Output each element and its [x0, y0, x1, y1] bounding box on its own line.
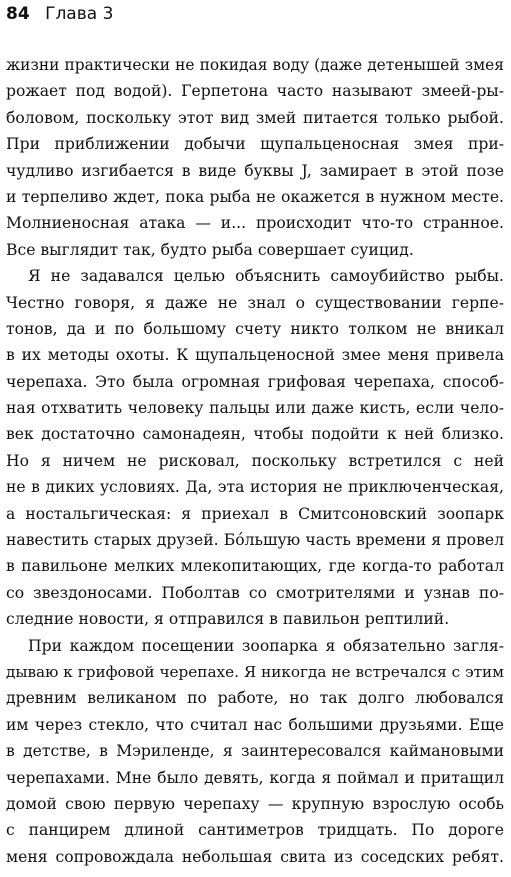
text-line: боловом, поскольку этот вид змей питается только рыбой.	[6, 108, 504, 127]
text-line: им через стекло, что считал нас большими друзьями. Еще	[6, 715, 504, 734]
text-line: черепахами. Мне было девять, когда я поймал и притащил	[6, 768, 504, 787]
text-line: Я не задавался целью объяснить самоубийство рыбы.	[28, 267, 504, 286]
page-number: 84	[6, 4, 30, 24]
text-line: в детстве, в Мэриленде, я заинтересовался каймановыми	[6, 742, 504, 761]
body-text	[6, 52, 504, 870]
text-line: жизни практически не покидая воду (даже детенышей змея	[6, 56, 504, 74]
text-line: При приближении добычи щупальценосная змея при-	[6, 135, 504, 154]
chapter-title: Глава 3	[45, 4, 114, 24]
page-header	[6, 3, 113, 25]
text-line: не в диких условиях. Да, эта история не приключенческая,	[6, 478, 504, 497]
text-line: Честно говоря, я даже не знал о существовании герпе-	[6, 293, 504, 312]
text-line: черепаха. Это была огромная грифовая черепаха, способ-	[6, 372, 504, 391]
text-line: меня сопровождала небольшая свита из соседских ребят.	[6, 847, 504, 866]
paragraph	[6, 263, 504, 632]
text-line: дываю к грифовой черепахе. Я никогда не встречался с этим	[6, 662, 504, 681]
text-line: домой свою первую черепаху — крупную взрослую особь	[6, 794, 504, 813]
text-line: рожает под водой). Герпетона часто называют змеей-ры-	[6, 82, 504, 101]
text-line: Молниеносная атака — и... происходит что-то странное.	[6, 214, 504, 233]
text-line: Все выглядит так, будто рыба совершает суицид.	[6, 240, 414, 259]
text-line: с панцирем длиной сантиметров тридцать. По дороге	[6, 821, 504, 840]
text-line: со звездоносами. Поболтав со смотрителями и узнав по-	[6, 583, 504, 602]
paragraph	[6, 633, 504, 871]
text-line: следние новости, я отправился в павильон рептилий.	[6, 610, 450, 629]
text-line: древним великаном по работе, но так долго любовался	[6, 689, 504, 708]
text-line: чудливо изгибается в виде буквы J, замирает в этой позе	[6, 161, 504, 180]
text-line: Но я ничем не рисковал, поскольку встретился с ней	[6, 451, 504, 470]
text-line: ная отхватить человеку пальцы или даже кисть, если чело-	[6, 399, 504, 418]
text-line: в их методы охоты. К щупальценосной змее меня привела	[6, 346, 504, 365]
text-line: век достаточно самонадеян, чтобы подойти к ней близко.	[6, 425, 504, 444]
text-line: а ностальгическая: я приехал в Смитсоновский зоопарк	[6, 504, 504, 523]
text-line: При каждом посещении зоопарка я обязательно загля-	[28, 636, 504, 655]
paragraph	[6, 52, 504, 263]
text-line: в павильоне мелких млекопитающих, где когда-то работал	[6, 557, 504, 576]
text-line: тонов, да и по большому счету никто толком не вникал	[6, 319, 504, 338]
text-line: и терпеливо ждет, пока рыба не окажется в нужном месте.	[6, 187, 504, 206]
text-line: навестить старых друзей. Бóльшую часть времени я провел	[6, 531, 504, 550]
